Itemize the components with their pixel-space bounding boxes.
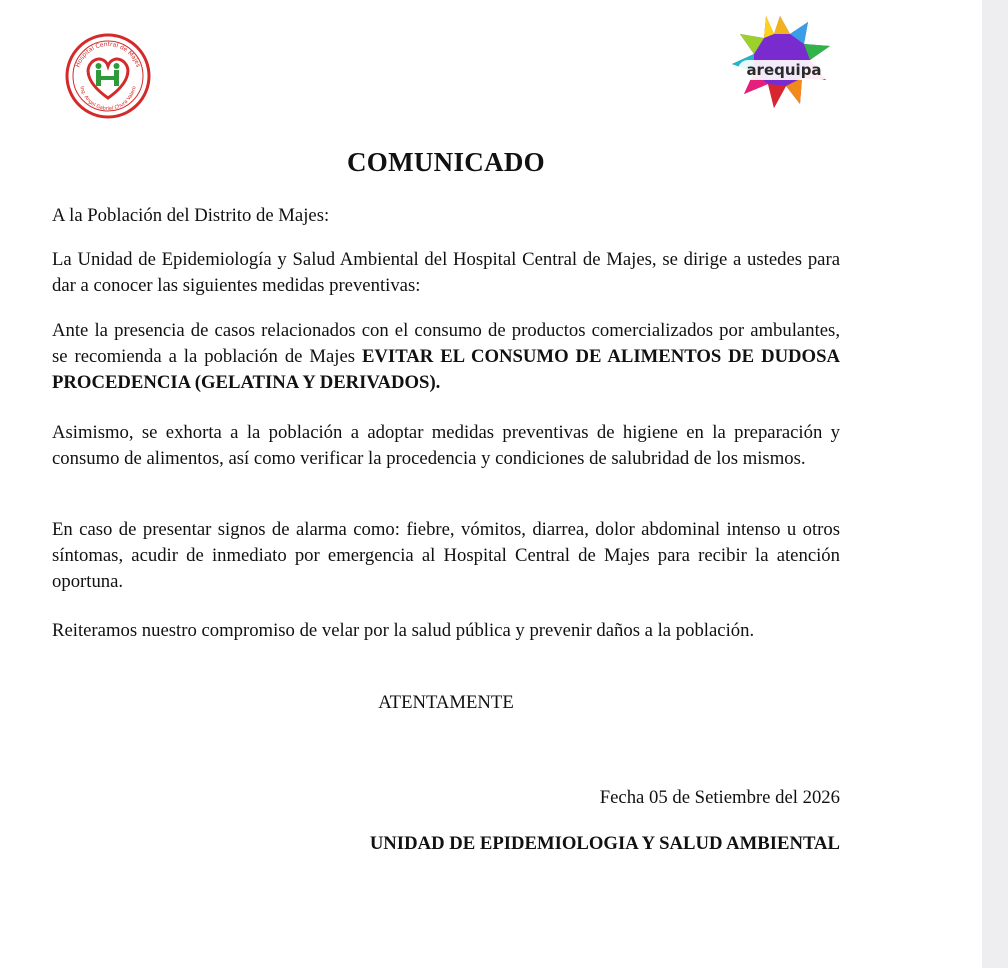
arequipa-logo-icon xyxy=(730,14,834,110)
paragraph-recommendation-text: Ante la presencia de casos relacionados con el consumo de productos comercializados por ambulantes, se recomienda a la población de Majes xyxy=(52,320,840,367)
paragraph-recommendation xyxy=(52,318,840,396)
document-title: COMUNICADO xyxy=(347,147,545,177)
hospital-logo-bottom-text: Ing. Angel Gabriel Chura Valero xyxy=(78,85,138,113)
paragraph-intro: La Unidad de Epidemiología y Salud Ambiental del Hospital Central de Majes, se dirige a ustedes para dar a conocer las siguientes medidas preventivas: xyxy=(52,249,840,296)
signature: UNIDAD DE EPIDEMIOLOGIA Y SALUD AMBIENTAL xyxy=(369,833,840,854)
document-date: Fecha 05 de Setiembre del 2026 xyxy=(599,787,840,808)
page-margin-strip xyxy=(982,0,1008,968)
hospital-logo-top-text: Hospital Central de Majes xyxy=(74,40,142,69)
salutation: A la Población del Distrito de Majes: xyxy=(52,205,330,226)
paragraph-recommendation-emphasis: EVITAR EL CONSUMO DE ALIMENTOS DE DUDOSA PROCEDENCIA (GELATINA Y DERIVADOS). xyxy=(52,346,840,393)
paragraph-hygiene: Asimismo, se exhorta a la población a adoptar medidas preventivas de higiene en la preparación y consumo de alimentos, así como verificar la procedencia y condiciones de salubridad de los mismos. xyxy=(52,422,840,469)
closing: ATENTAMENTE xyxy=(378,692,514,713)
paragraph-commitment: Reiteramos nuestro compromiso de velar por la salud pública y prevenir daños a la población. xyxy=(52,620,755,641)
paragraph-alarm-signs: En caso de presentar signos de alarma como: fiebre, vómitos, diarrea, dolor abdominal intenso u otros síntomas, acudir de inmediato por emergencia al Hospital Central de Majes para recibir la atención oportuna. xyxy=(52,519,840,592)
hospital-logo-icon xyxy=(64,32,152,120)
arequipa-logo-text: arequipa xyxy=(746,61,822,79)
